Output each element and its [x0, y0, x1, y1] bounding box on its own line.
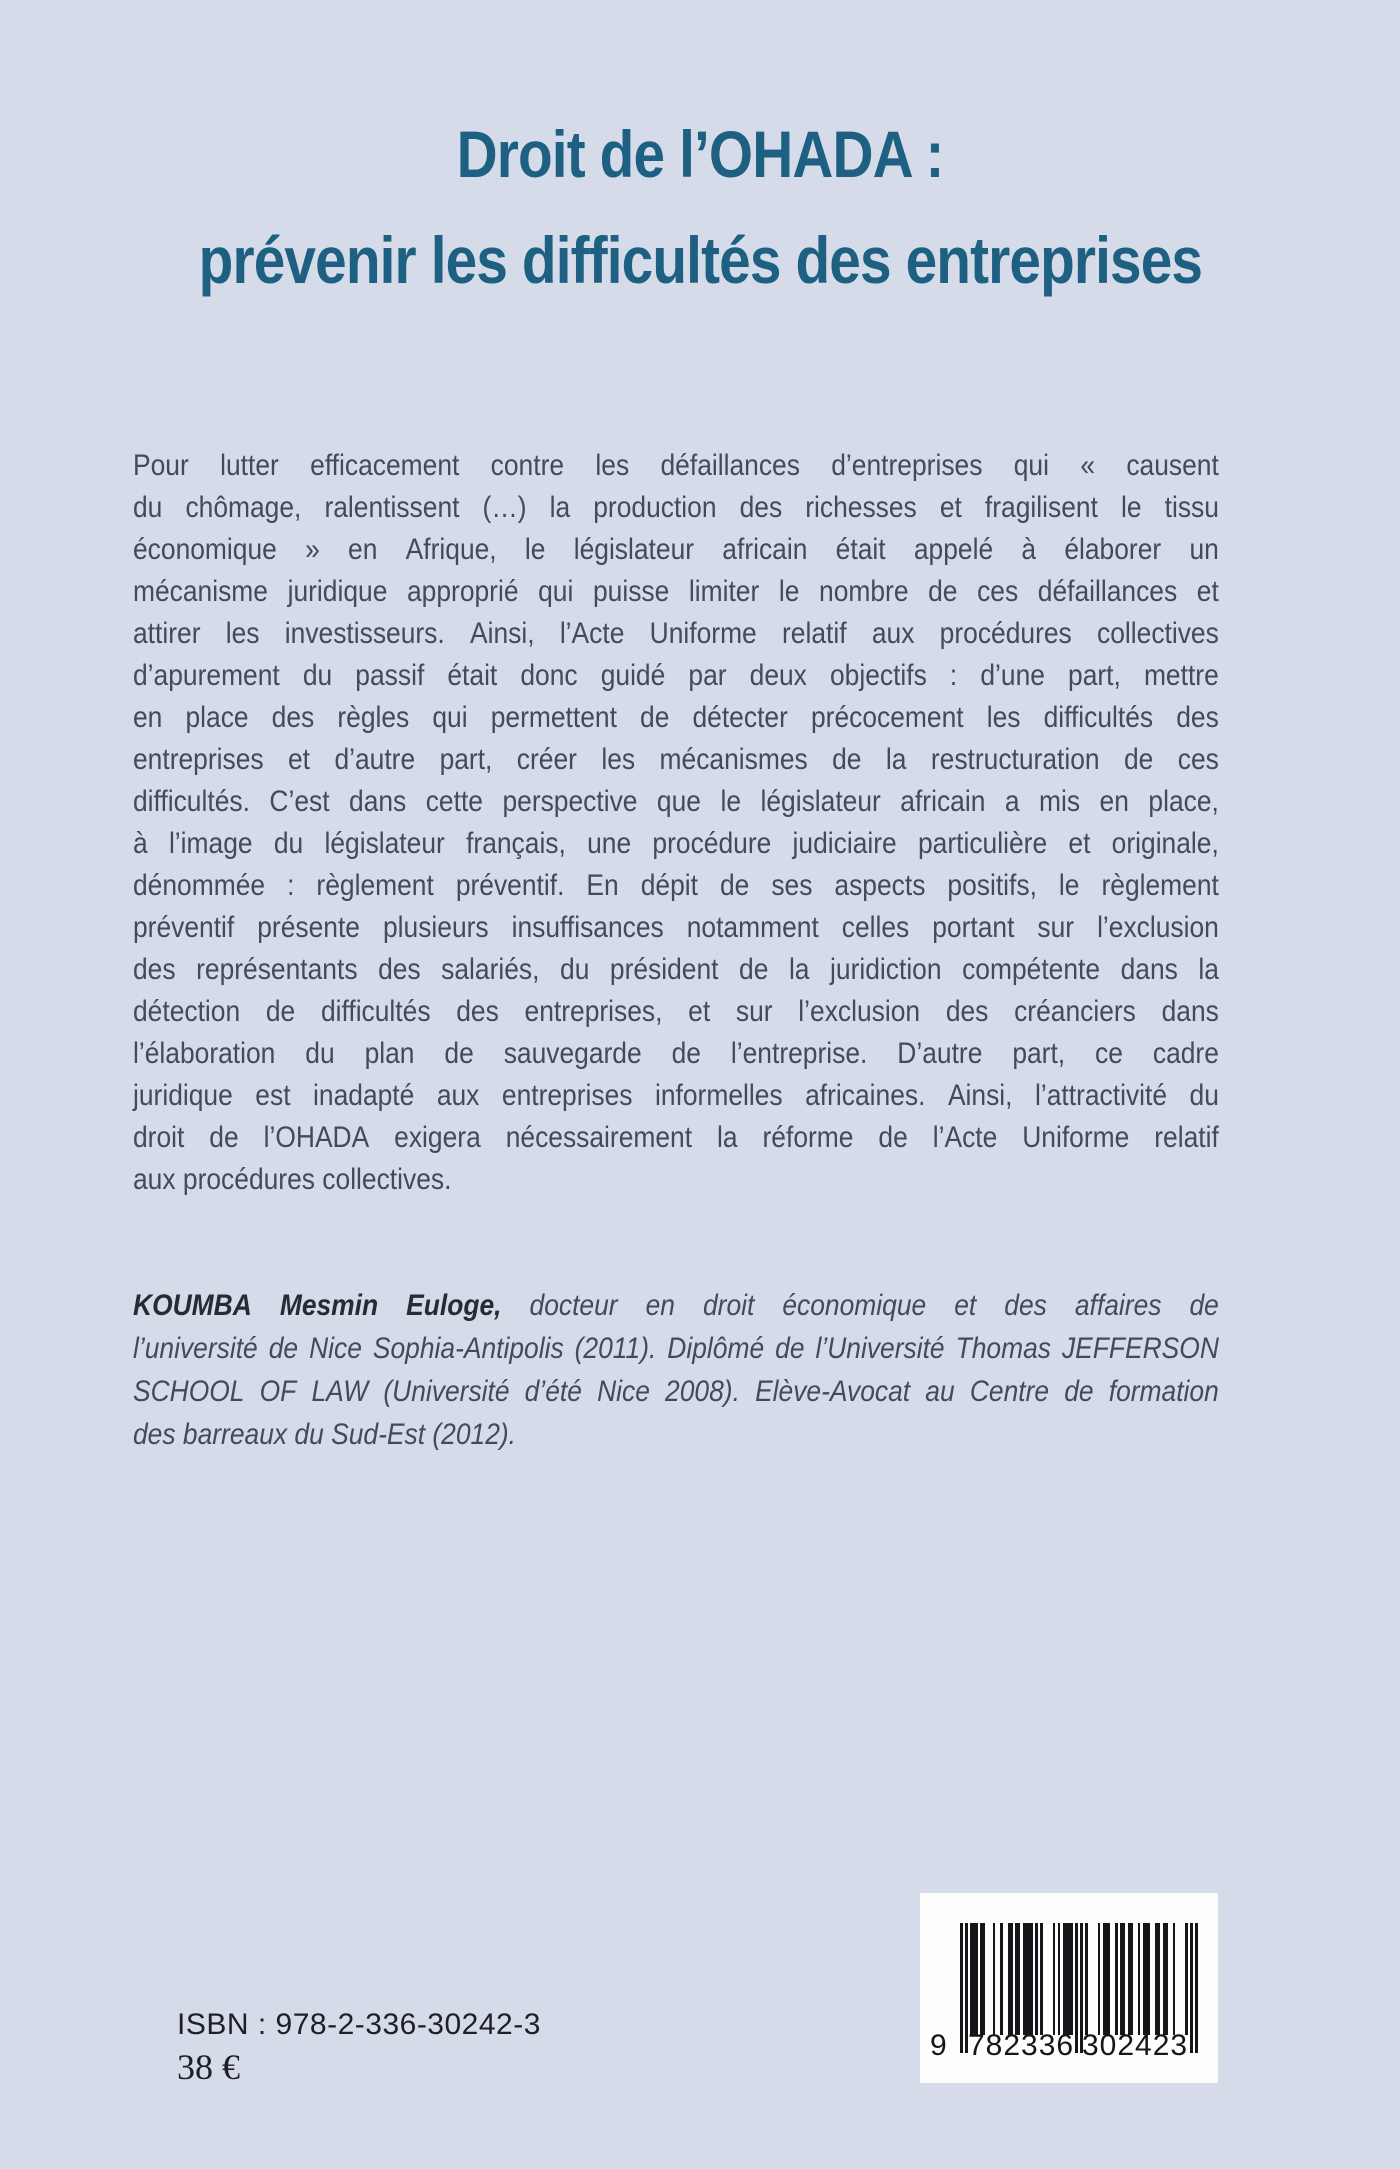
- price: 38 €: [177, 2047, 240, 2087]
- text-line: préventif présente plusieurs insuffisances notamment celles portant sur l’exclusion: [133, 911, 1219, 944]
- text-line: droit de l’OHADA exigera nécessairement la réforme de l’Acte Uniforme relatif: [133, 1121, 1219, 1154]
- text-line: l’université de Nice Sophia-Antipolis (2011). Diplômé de l’Université Thomas JEFFERSON: [133, 1332, 1219, 1365]
- barcode-bars: [960, 1923, 1198, 2035]
- text-line: SCHOOL OF LAW (Université d’été Nice 2008). Elève-Avocat au Centre de formation: [133, 1375, 1219, 1408]
- text-line: difficultés. C’est dans cette perspective que le législateur africain a mis en place,: [133, 785, 1219, 818]
- barcode-digit-first: 9: [930, 2029, 948, 2062]
- text-line: KOUMBA Mesmin Euloge, docteur en droit économique et des affaires de: [133, 1289, 1219, 1322]
- text-line: Pour lutter efficacement contre les défaillances d’entreprises qui « causent: [133, 449, 1219, 482]
- text-line: en place des règles qui permettent de détecter précocement les difficultés des: [133, 701, 1219, 734]
- text-line: attirer les investisseurs. Ainsi, l’Acte Uniforme relatif aux procédures collectives: [133, 617, 1219, 650]
- isbn-label: ISBN :: [177, 2008, 267, 2041]
- barcode: [920, 1893, 1218, 2083]
- text-line: d’apurement du passif était donc guidé par deux objectifs : d’une part, mettre: [133, 659, 1219, 692]
- isbn-line: [177, 2008, 541, 2042]
- book-title-line-1: Droit de l’OHADA :: [456, 117, 944, 191]
- text-line: des représentants des salariés, du président de la juridiction compétente dans la: [133, 953, 1219, 986]
- isbn-value: 978-2-336-30242-3: [275, 2008, 541, 2041]
- text-line: entreprises et d’autre part, créer les mécanismes de la restructuration de ces: [133, 743, 1219, 776]
- text-line: l’élaboration du plan de sauvegarde de l’entreprise. D’autre part, ce cadre: [133, 1037, 1219, 1070]
- text-line: des barreaux du Sud-Est (2012).: [133, 1418, 517, 1451]
- barcode-digit-group-2: 302423: [1082, 2029, 1189, 2062]
- text-line: mécanisme juridique approprié qui puisse limiter le nombre de ces défaillances et: [133, 575, 1219, 608]
- text-line: dénommée : règlement préventif. En dépit de ses aspects positifs, le règlement: [133, 869, 1219, 902]
- book-title: [0, 101, 1400, 313]
- text-line: du chômage, ralentissent (…) la production des richesses et fragilisent le tissu: [133, 491, 1219, 524]
- text-line: juridique est inadapté aux entreprises informelles africaines. Ainsi, l’attractivité du: [133, 1079, 1219, 1112]
- text-line: économique » en Afrique, le législateur africain était appelé à élaborer un: [133, 533, 1219, 566]
- text-line: à l’image du législateur français, une procédure judiciaire particulière et originale,: [133, 827, 1219, 860]
- text-line: aux procédures collectives.: [133, 1163, 452, 1196]
- text-line: détection de difficultés des entreprises, et sur l’exclusion des créanciers dans: [133, 995, 1219, 1028]
- book-title-line-2: prévenir les difficultés des entreprises: [198, 223, 1202, 297]
- author-bio: [133, 1284, 1367, 1456]
- barcode-digit-group-1: 782336: [968, 2029, 1075, 2062]
- barcode-digits: [920, 2029, 1218, 2069]
- summary-paragraph: [133, 445, 1367, 1201]
